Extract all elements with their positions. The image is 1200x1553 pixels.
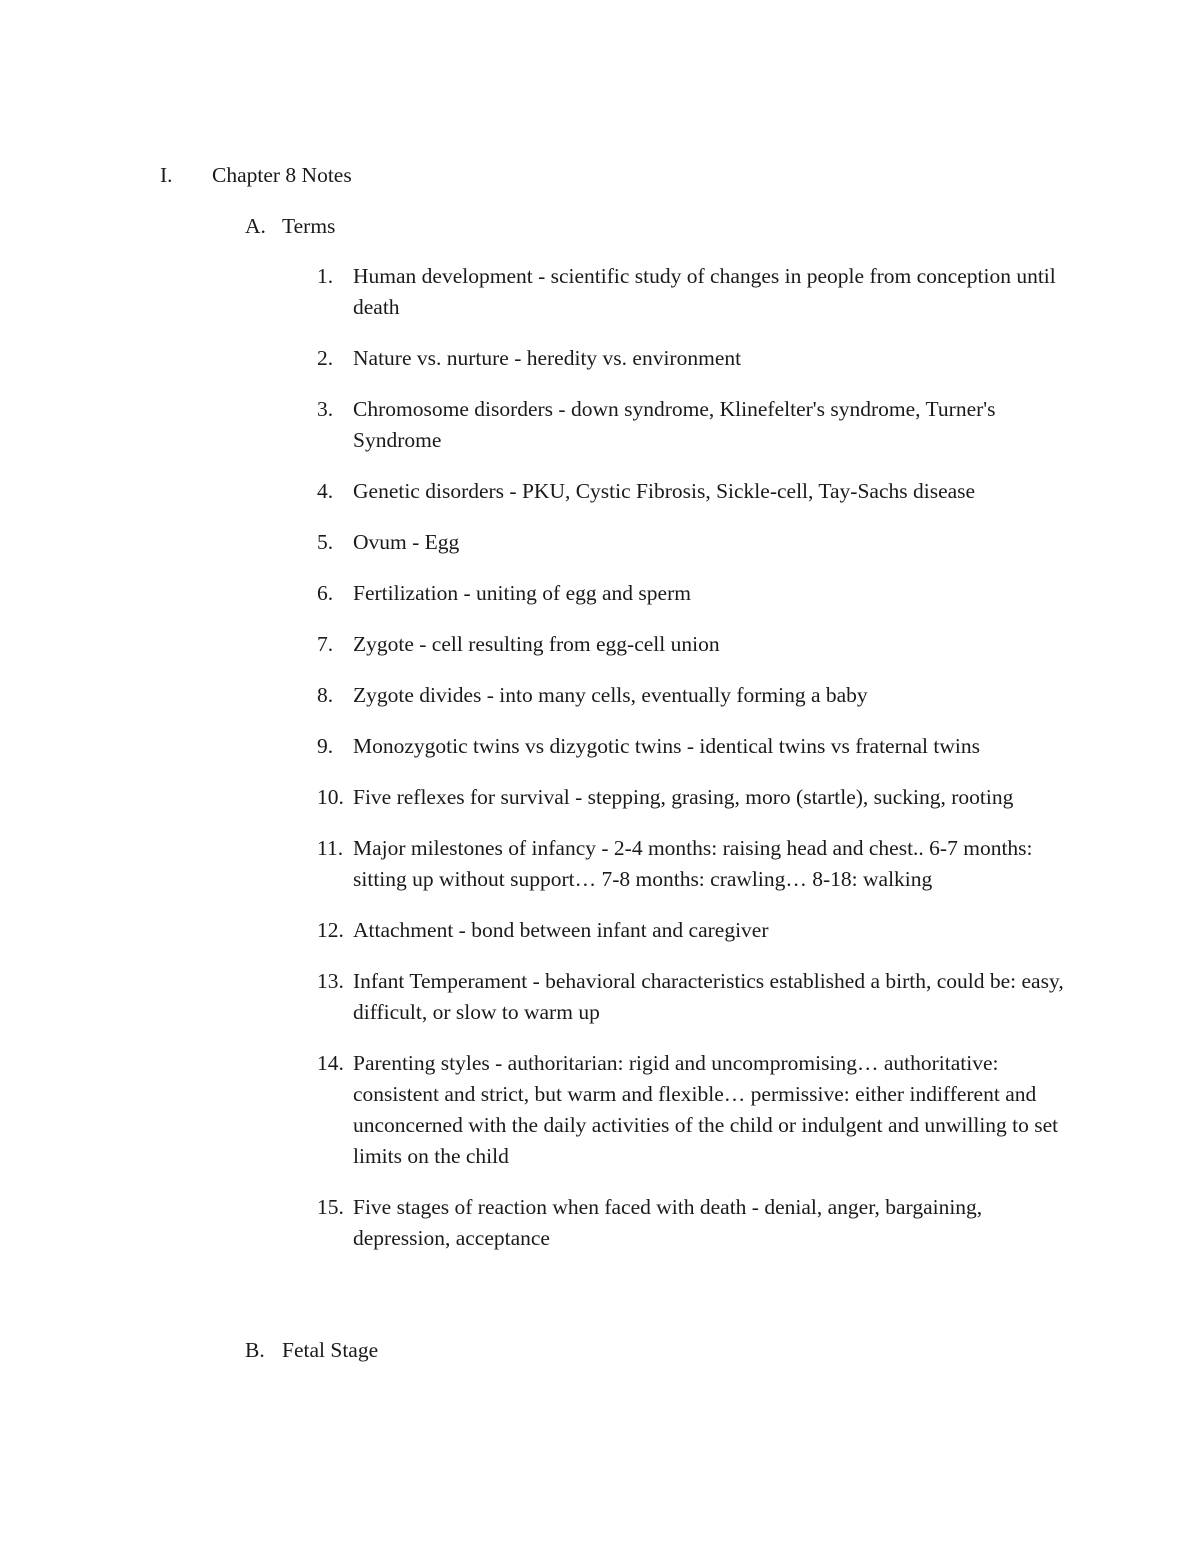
list-item	[317, 966, 1067, 1028]
list-item	[317, 527, 1067, 558]
chapter-title: Chapter 8 Notes	[212, 163, 352, 187]
list-item	[317, 915, 1067, 946]
item-number: 7.	[317, 632, 334, 656]
section-b-marker: B.	[245, 1338, 265, 1362]
item-text: Major milestones of infancy - 2-4 months: raising head and chest.. 6-7 months: sitting up without support… 7-8 months: crawling… 8-18: walking	[353, 836, 1033, 891]
item-text: Attachment - bond between infant and caregiver	[353, 918, 769, 942]
item-text: Nature vs. nurture - heredity vs. environment	[353, 346, 742, 370]
item-text: Zygote divides - into many cells, eventually forming a baby	[353, 683, 868, 707]
item-text: Genetic disorders - PKU, Cystic Fibrosis, Sickle-cell, Tay-Sachs disease	[353, 479, 976, 503]
item-text: Parenting styles - authoritarian: rigid and uncompromising… authoritative: consistent and strict, but warm and flexible… permissive: either indifferent and unconcerned with the daily activities of the child or indulgent and unwilling to set limits on the child	[353, 1051, 1059, 1168]
item-number: 6.	[317, 581, 334, 605]
item-number: 1.	[317, 264, 334, 288]
item-text: Five reflexes for survival - stepping, grasing, moro (startle), sucking, rooting	[353, 785, 1014, 809]
item-number: 2.	[317, 346, 334, 370]
item-text: Ovum - Egg	[353, 530, 460, 554]
list-item	[317, 833, 1067, 895]
item-number: 3.	[317, 397, 334, 421]
roman-numeral-marker: I.	[160, 163, 173, 187]
item-number: 14.	[317, 1051, 344, 1075]
item-number: 4.	[317, 479, 334, 503]
list-item	[317, 1048, 1067, 1172]
section-a-title: Terms	[282, 214, 336, 238]
list-item	[317, 476, 1067, 507]
item-text: Chromosome disorders - down syndrome, Klinefelter's syndrome, Turner's Syndrome	[353, 397, 996, 452]
list-item	[317, 578, 1067, 609]
item-number: 8.	[317, 683, 334, 707]
list-item	[317, 394, 1067, 456]
item-number: 12.	[317, 918, 344, 942]
item-number: 11.	[317, 836, 344, 860]
item-text: Fertilization - uniting of egg and sperm	[353, 581, 691, 605]
section-b-title: Fetal Stage	[282, 1338, 379, 1362]
list-item	[317, 782, 1067, 813]
section-b-heading	[245, 1335, 378, 1366]
item-text: Zygote - cell resulting from egg-cell union	[353, 632, 720, 656]
item-text: Infant Temperament - behavioral characteristics established a birth, could be: easy, difficult, or slow to warm up	[353, 969, 1064, 1024]
item-text: Five stages of reaction when faced with death - denial, anger, bargaining, depression, acceptance	[353, 1195, 983, 1250]
list-item	[317, 680, 1067, 711]
list-item	[317, 261, 1067, 323]
terms-list	[317, 261, 1067, 1274]
item-number: 9.	[317, 734, 334, 758]
list-item	[317, 731, 1067, 762]
item-text: Human development - scientific study of changes in people from conception until death	[353, 264, 1056, 319]
item-number: 10.	[317, 785, 344, 809]
list-item	[317, 1192, 1067, 1254]
item-number: 5.	[317, 530, 334, 554]
item-number: 15.	[317, 1195, 344, 1219]
item-number: 13.	[317, 969, 344, 993]
list-item	[317, 343, 1067, 374]
item-text: Monozygotic twins vs dizygotic twins - identical twins vs fraternal twins	[353, 734, 980, 758]
section-a-marker: A.	[245, 214, 266, 238]
section-a-heading	[245, 211, 335, 242]
list-item	[317, 629, 1067, 660]
